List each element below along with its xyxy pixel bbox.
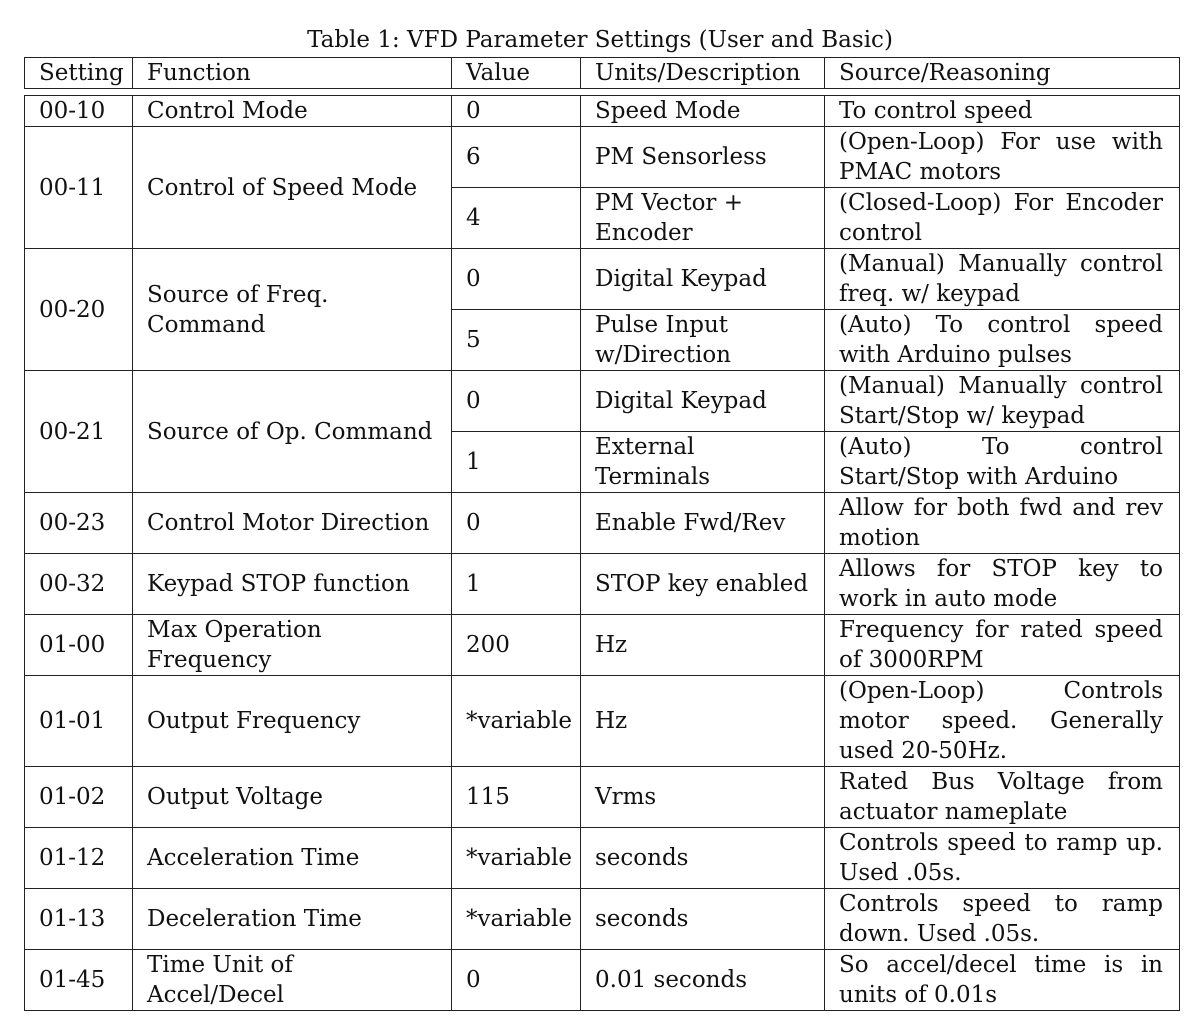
setting-cell: 00-32 (25, 554, 133, 615)
value-cell: *variable (452, 889, 581, 950)
setting-cell: 00-11 (25, 127, 133, 249)
units-cell: seconds (581, 889, 825, 950)
source-cell: (Open-Loop) For use with PMAC motors (825, 127, 1180, 188)
table-row (25, 828, 1180, 889)
function-cell: Max Operation Frequency (133, 615, 452, 676)
function-cell: Time Unit of Accel/Decel (133, 950, 452, 1011)
units-cell: Hz (581, 676, 825, 767)
units-cell: Pulse Input w/Direction (581, 310, 825, 371)
header-units: Units/Description (581, 58, 825, 89)
units-cell: PM Vector + Encoder (581, 188, 825, 249)
table-row (25, 554, 1180, 615)
setting-cell: 00-10 (25, 96, 133, 127)
header-value: Value (452, 58, 581, 89)
value-cell: 0 (452, 96, 581, 127)
units-cell: PM Sensorless (581, 127, 825, 188)
source-cell: (Manual) Manually control freq. w/ keypad (825, 249, 1180, 310)
header-function: Function (133, 58, 452, 89)
function-cell: Control Mode (133, 96, 452, 127)
source-cell: (Auto) To control Start/Stop with Arduino (825, 432, 1180, 493)
setting-cell: 00-23 (25, 493, 133, 554)
value-cell: 1 (452, 432, 581, 493)
header-source: Source/Reasoning (825, 58, 1180, 89)
units-cell: External Terminals (581, 432, 825, 493)
setting-cell: 01-02 (25, 767, 133, 828)
value-cell: 0 (452, 950, 581, 1011)
units-cell: Hz (581, 615, 825, 676)
value-cell: *variable (452, 676, 581, 767)
source-cell: (Auto) To control speed with Arduino pulses (825, 310, 1180, 371)
table-row (25, 493, 1180, 554)
setting-cell: 01-45 (25, 950, 133, 1011)
function-cell: Control of Speed Mode (133, 127, 452, 249)
table-caption: Table 1: VFD Parameter Settings (User and Basic) (307, 27, 893, 53)
function-cell: Acceleration Time (133, 828, 452, 889)
function-cell: Source of Freq. Command (133, 249, 452, 371)
value-cell: 0 (452, 249, 581, 310)
source-cell: To control speed (825, 96, 1180, 127)
value-cell: 0 (452, 493, 581, 554)
value-cell: *variable (452, 828, 581, 889)
units-cell: STOP key enabled (581, 554, 825, 615)
units-cell: Speed Mode (581, 96, 825, 127)
setting-cell: 01-00 (25, 615, 133, 676)
value-cell: 200 (452, 615, 581, 676)
source-cell: Controls speed to ramp up. Used .05s. (825, 828, 1180, 889)
table-row (25, 127, 1180, 188)
units-cell: Enable Fwd/Rev (581, 493, 825, 554)
setting-cell: 00-20 (25, 249, 133, 371)
setting-cell: 01-01 (25, 676, 133, 767)
table-row (25, 249, 1180, 310)
value-cell: 1 (452, 554, 581, 615)
header-setting: Setting (25, 58, 133, 89)
units-cell: Digital Keypad (581, 371, 825, 432)
units-cell: seconds (581, 828, 825, 889)
source-cell: Allows for STOP key to work in auto mode (825, 554, 1180, 615)
function-cell: Keypad STOP function (133, 554, 452, 615)
function-cell: Source of Op. Command (133, 371, 452, 493)
header-row (25, 58, 1180, 89)
table-header (24, 57, 1180, 89)
table-row (25, 676, 1180, 767)
function-cell: Output Frequency (133, 676, 452, 767)
source-cell: Rated Bus Voltage from actuator nameplate (825, 767, 1180, 828)
function-cell: Deceleration Time (133, 889, 452, 950)
function-cell: Output Voltage (133, 767, 452, 828)
source-cell: (Closed-Loop) For Encoder control (825, 188, 1180, 249)
table-row (25, 767, 1180, 828)
value-cell: 6 (452, 127, 581, 188)
value-cell: 0 (452, 371, 581, 432)
table-row (25, 889, 1180, 950)
value-cell: 5 (452, 310, 581, 371)
setting-cell: 01-13 (25, 889, 133, 950)
units-cell: Digital Keypad (581, 249, 825, 310)
units-cell: Vrms (581, 767, 825, 828)
function-cell: Control Motor Direction (133, 493, 452, 554)
parameter-table (24, 95, 1180, 1011)
value-cell: 4 (452, 188, 581, 249)
setting-cell: 00-21 (25, 371, 133, 493)
source-cell: Allow for both fwd and rev motion (825, 493, 1180, 554)
source-cell: Frequency for rated speed of 3000RPM (825, 615, 1180, 676)
table-row (25, 371, 1180, 432)
source-cell: Controls speed to ramp down. Used .05s. (825, 889, 1180, 950)
setting-cell: 01-12 (25, 828, 133, 889)
source-cell: (Open-Loop) Controls motor speed. Generally used 20-50Hz. (825, 676, 1180, 767)
table-row (25, 615, 1180, 676)
value-cell: 115 (452, 767, 581, 828)
units-cell: 0.01 seconds (581, 950, 825, 1011)
source-cell: So accel/decel time is in units of 0.01s (825, 950, 1180, 1011)
source-cell: (Manual) Manually control Start/Stop w/ keypad (825, 371, 1180, 432)
table-row (25, 96, 1180, 127)
table-row (25, 950, 1180, 1011)
